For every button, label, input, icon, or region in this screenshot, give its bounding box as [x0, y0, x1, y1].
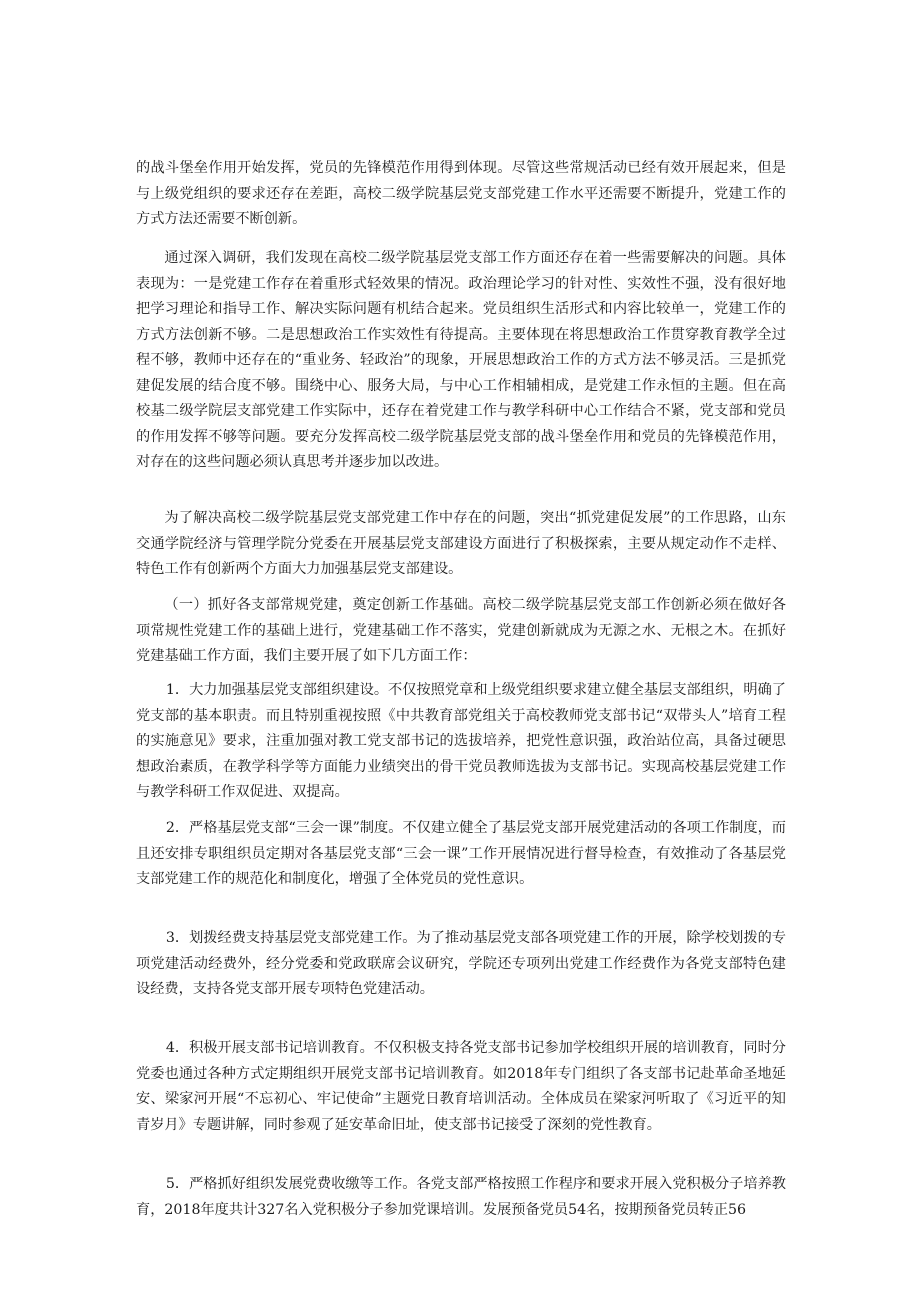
list-item-1-organization: 1．大力加强基层党支部组织建设。不仅按照党章和上级党组织要求建立健全基层支部组织，明确了党支部的基本职责。而且特别重视按照《中共教育部党组关于高校教师党支部书记“双带头人”培育工程的实施意见》要求，注重加强对教工党支部书记的选拔培养，把党性意识强，政治站位高，具备过硬思想政治素质，在教学科学等方面能力业绩突出的骨干党员教师选拔为支部书记。实现高校基层党建工作与教学科研工作双促进、双提高。 — [136, 682, 786, 800]
paragraph-problems: 通过深入调研，我们发现在高校二级学院基层党支部工作方面还存在着一些需要解决的问题。具体表现为：一是党建工作存在着重形式轻效果的情况。政治理论学习的针对性、实效性不强，没有很好地把学习理论和指导工作、解决实际问题有机结合起来。党员组织生活形式和内容比较单一，党建工作的方式方法创新不够。二是思想政治工作实效性有待提高。主要体现在将思想政治工作贯穿教育教学全过程不够，教师中还存在的“重业务、轻政治”的现象，开展思想政治工作的方式方法不够灵活。三是抓党建促发展的结合度不够。围绕中心、服务大局，与中心工作相辅相成，是党建工作永恒的主题。但在高校基二级学院层支部党建工作实际中，还存在着党建工作与教学科研中心工作结合不紧，党支部和党员的作用发挥不够等问题。要充分发挥高校二级学院基层党支部的战斗堡垒作用和党员的先锋模范作用，对存在的这些问题必须认真思考并逐步加以改进。 — [136, 250, 786, 470]
list-item-4-training: 4．积极开展支部书记培训教育。不仅积极支持各党支部书记参加学校组织开展的培训教育，同时分党委也通过各种方式定期组织开展党支部书记培训教育。如2018年专门组织了各支部书记赴革命圣地延安、梁家河开展“不忘初心、牢记使命”主题党日教育培训活动。全体成员在梁家河听取了《习近平的知青岁月》专题讲解，同时参观了延安革命旧址，使支部书记接受了深刻的党性教育。 — [136, 1040, 786, 1133]
paragraph-solutions-intro: 为了解决高校二级学院基层党支部党建工作中存在的问题，突出“抓党建促发展”的工作思路，山东交通学院经济与管理学院分党委在开展基层党支部建设方面进行了积极探索，主要从规定动作不走样、特色工作有创新两个方面大力加强基层党支部建设。 — [136, 510, 786, 577]
list-item-5-development: 5．严格抓好组织发展党费收缴等工作。各党支部严格按照工作程序和要求开展入党积极分子培养教育，2018年度共计327名入党积极分子参加党课培训。发展预备党员54名，按期预备党员转正56 — [136, 1176, 786, 1218]
list-item-3-funding: 3．划拨经费支持基层党支部党建工作。为了推动基层党支部各项党建工作的开展，除学校划拨的专项党建活动经费外，经分党委和党政联席会议研究，学院还专项列出党建工作经费作为各党支部特色建设经费，支持各党支部开展专项特色党建活动。 — [136, 930, 786, 997]
paragraph-section-one: （一）抓好各支部常规党建，奠定创新工作基础。高校二级学院基层党支部工作创新必须在做好各项常规性党建工作的基础上进行，党建基础工作不落实，党建创新就成为无源之水、无根之木。在抓好党建基础工作方面，我们主要开展了如下几方面工作： — [136, 597, 786, 664]
paragraph-fortress-role: 的战斗堡垒作用开始发挥，党员的先锋模范作用得到体现。尽管这些常规活动已经有效开展起来，但是与上级党组织的要求还存在差距，高校二级学院基层党支部党建工作水平还需要不断提升，党建工作的方式方法还需要不断创新。 — [136, 160, 786, 227]
list-item-2-three-meetings: 2．严格基层党支部“三会一课”制度。不仅建立健全了基层党支部开展党建活动的各项工作制度，而且还安排专职组织员定期对各基层党支部“三会一课”工作开展情况进行督导检查，有效推动了各基层党支部党建工作的规范化和制度化，增强了全体党员的党性意识。 — [136, 820, 786, 887]
